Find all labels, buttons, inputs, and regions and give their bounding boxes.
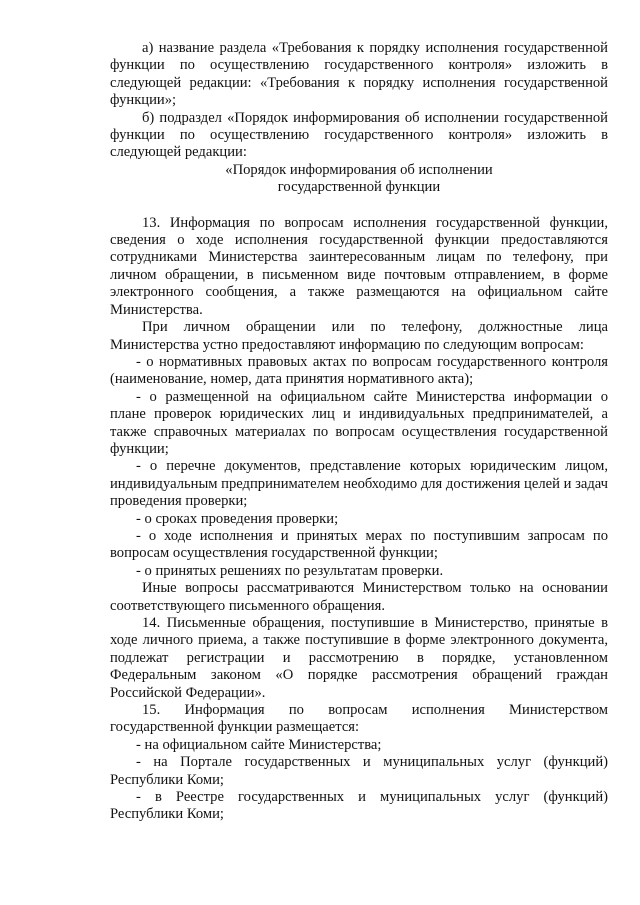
item-b: б) подраздел «Порядок информирования об исполнении государственной функции по осуществлению государственного контроля» изложить в следующей редакции: bbox=[110, 109, 608, 161]
paragraph-13-other: Иные вопросы рассматриваются Министерством только на основании соответствующего письменного обращения. bbox=[110, 580, 608, 614]
list-item: - о принятых решениях по результатам проверки. bbox=[136, 562, 444, 579]
paragraph-13: 13. Информация по вопросам исполнения государственной функции, сведения о ходе исполнения государственной функции предоставляются сотрудниками Министерства заинтересованным лицам по телефону, при личном обращении, в письменном виде почтовым отправлением, в форме электронного сообщения, а также размещаются на официальном сайте Министерства. bbox=[110, 214, 608, 318]
list-item: - о ходе исполнения и принятых мерах по поступившим запросам по вопросам осуществления государственной функции; bbox=[110, 527, 608, 562]
item-a: а) название раздела «Требования к порядку исполнения государственной функции по осуществлению государственного контроля» изложить в следующей редакции: «Требования к порядку исполнения государственной функции»; bbox=[110, 40, 608, 109]
paragraph-13-intro: При личном обращении или по телефону, должностные лица Министерства устно предоставляют информацию по следующим вопросам: bbox=[110, 319, 608, 353]
list-item: - на официальном сайте Министерства; bbox=[136, 736, 382, 753]
document-page bbox=[110, 40, 608, 824]
paragraph-14: 14. Письменные обращения, поступившие в Министерство, принятые в ходе личного приема, а также поступившие в форме электронного документа, подлежат регистрации и рассмотрению в порядке, установленном Федеральным законом «О порядке рассмотрения обращений граждан Российской Федерации». bbox=[110, 615, 608, 701]
list-item: - в Реестре государственных и муниципальных услуг (функций) Республики Коми; bbox=[110, 789, 608, 823]
list-item: - о размещенной на официальном сайте Министерства информации о плане проверок юридических лиц и индивидуальных предпринимателей, а также справочных материалах по вопросам осуществления государственной функции; bbox=[110, 388, 608, 457]
list-item: - на Портале государственных и муниципальных услуг (функций) Республики Коми; bbox=[110, 754, 608, 788]
paragraph-15: 15. Информация по вопросам исполнения Министерством государственной функции размещается: bbox=[110, 702, 608, 736]
list-item: - о сроках проведения проверки; bbox=[136, 510, 339, 527]
section-heading-line-2: государственной функции bbox=[277, 179, 441, 196]
section-heading-line-1: «Порядок информирования об исполнении bbox=[225, 161, 493, 178]
list-item: - о нормативных правовых актах по вопросам государственного контроля (наименование, номер, дата принятия нормативного акта); bbox=[110, 353, 608, 388]
list-item: - о перечне документов, представление которых юридическим лицом, индивидуальным предпринимателем необходимо для достижения целей и задач проведения проверки; bbox=[110, 458, 608, 510]
spacer bbox=[110, 197, 608, 215]
